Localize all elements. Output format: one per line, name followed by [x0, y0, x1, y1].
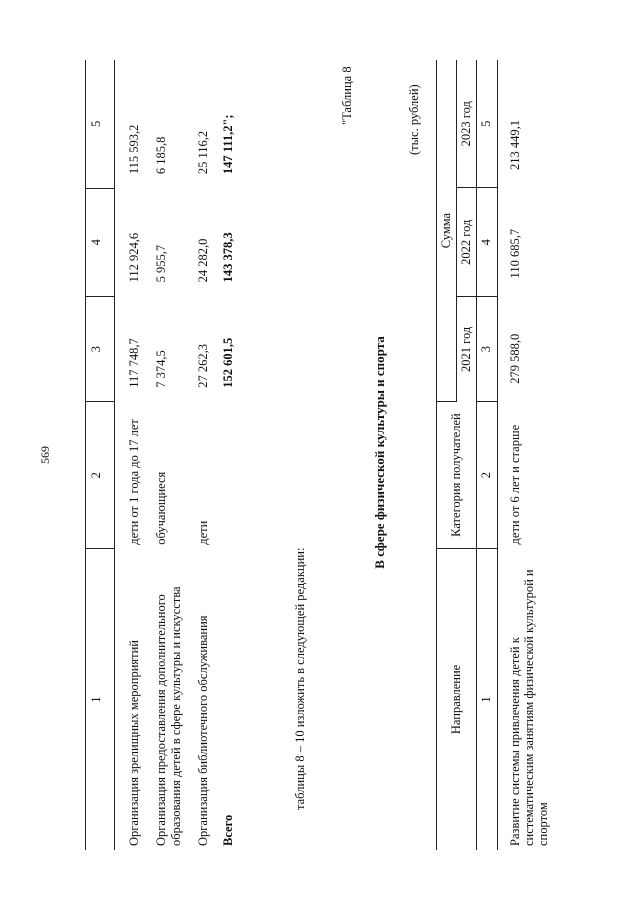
value-2022: 110 685,7	[508, 228, 522, 279]
value-2022: 5 955,7	[154, 244, 168, 283]
category-cell: обучающиеся	[154, 471, 168, 545]
direction-cell: Организация зрелищных мероприятий	[127, 640, 141, 846]
value-2023: 6 185,8	[154, 136, 168, 175]
category-cell: дети от 1 года до 17 лет	[127, 419, 141, 545]
category-cell: дети от 6 лет и старше	[508, 424, 522, 545]
header-cell: 5	[86, 60, 115, 188]
column-number: 5	[477, 60, 498, 188]
column-number-row	[477, 60, 498, 850]
header-year: 2022 год	[457, 188, 477, 297]
header-cell: 4	[86, 188, 115, 296]
value-2021: 27 262,3	[196, 344, 210, 388]
table-row	[498, 60, 553, 850]
value-2022: 112 924,6	[127, 232, 141, 283]
column-number: 1	[477, 548, 498, 850]
amendment-paragraph: таблицы 8 – 10 изложить в следующей редакции:	[293, 547, 307, 810]
header-cell: 2	[86, 402, 115, 549]
value-2021: 117 748,7	[127, 338, 141, 388]
header-direction: Направление	[437, 548, 477, 850]
column-number: 2	[477, 402, 498, 549]
value-2023: 213 449,1	[508, 119, 522, 170]
header-year: 2021 год	[457, 296, 477, 401]
total-label: Всего	[221, 814, 235, 846]
header-category: Категория получателей	[437, 402, 477, 549]
value-2021: 279 588,0	[508, 333, 522, 384]
units-label: (тыс. рублей)	[407, 84, 421, 155]
column-number: 3	[477, 296, 498, 401]
total-2022: 143 378,3	[221, 232, 235, 283]
direction-cell: Организация библиотечного обслуживания	[196, 615, 210, 846]
header-cell: 1	[86, 549, 115, 850]
value-2023: 25 116,2	[196, 130, 210, 175]
direction-cell: Организация предоставления дополнительного образования детей в сфере культуры и искусства	[154, 586, 183, 846]
sport-table	[436, 60, 552, 850]
total-row	[211, 60, 236, 850]
column-number: 4	[477, 188, 498, 297]
total-2021: 152 601,5	[221, 337, 235, 388]
header-cell: 3	[86, 296, 115, 401]
table-header-row	[437, 60, 457, 850]
table-row	[115, 60, 143, 850]
table-row	[184, 60, 211, 850]
category-cell: дети	[196, 520, 210, 545]
table-header-row	[86, 60, 115, 850]
header-year: 2023 год	[457, 60, 477, 188]
section-title: В сфере физической культуры и спорта	[372, 336, 387, 569]
culture-table-continuation	[85, 60, 236, 850]
total-2023: 147 111,2";	[221, 114, 235, 175]
value-2022: 24 282,0	[196, 238, 210, 283]
empty-cell	[211, 402, 236, 549]
page-number: 569	[38, 446, 52, 464]
table-label: "Таблица 8	[340, 66, 354, 125]
value-2021: 7 374,5	[154, 350, 168, 388]
direction-cell: Развитие системы привлечения детей к систематическим занятиям физической культурой и спортом	[508, 569, 550, 846]
value-2023: 115 593,2	[127, 124, 141, 175]
table-row	[142, 60, 184, 850]
header-sum: Сумма	[437, 60, 457, 402]
